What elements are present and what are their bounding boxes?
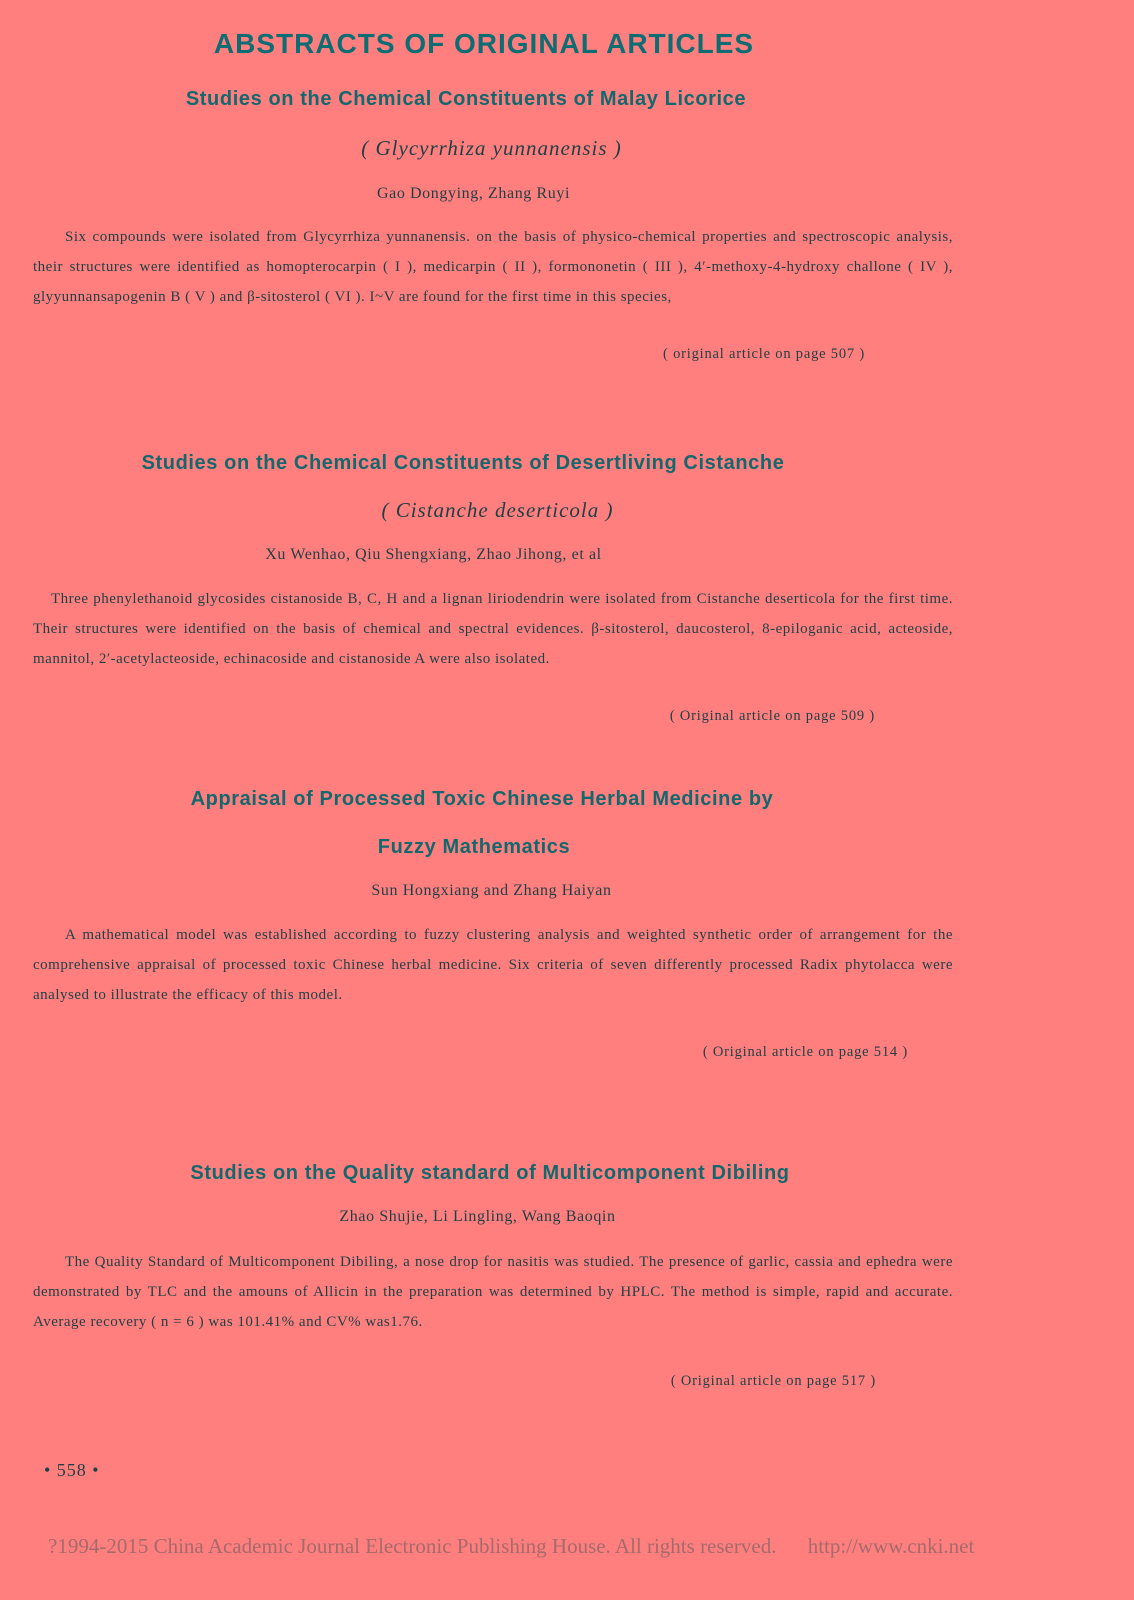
article-authors: Xu Wenhao, Qiu Shengxiang, Zhao Jihong, et al xyxy=(265,546,602,563)
article-abstract: The Quality Standard of Multicomponent Dibiling, a nose drop for nasitis was studied. The presence of garlic, cassia and ephedra were demonstrated by TLC and the amouns of Allicin in the preparation was determined by HPLC. The method is simple, rapid and accurate. Average recovery ( n = 6 ) was 101.41% and CV% was1.76. xyxy=(33,1254,953,1330)
article-title-line2: Fuzzy Mathematics xyxy=(377,836,571,858)
article-authors: Zhao Shujie, Li Lingling, Wang Baoqin xyxy=(339,1208,616,1225)
article-species: ( Cistanche deserticola ) xyxy=(381,498,614,522)
article-title: Studies on the Chemical Constituents of Desertliving Cistanche xyxy=(141,452,785,474)
article-reference: ( Original article on page 514 ) xyxy=(702,1044,908,1060)
article-abstract: A mathematical model was established according to fuzzy clustering analysis and weighted synthetic order of arrangement for the comprehensive appraisal of processed toxic Chinese herbal medicine. Six criteria of seven differently processed Radix phytolacca were analysed to illustrate the efficacy of this model. xyxy=(33,927,953,1003)
footer-copyright: ?1994-2015 China Academic Journal Electronic Publishing House. All rights reserved. xyxy=(48,1534,777,1558)
article-reference: ( Original article on page 517 ) xyxy=(670,1373,876,1389)
page-number: • 558 • xyxy=(44,1460,100,1480)
article-abstract: Six compounds were isolated from Glycyrrhiza yunnanensis. on the basis of physico-chemical properties and spectroscopic analysis, their structures were identified as homopterocarpin ( I ), medicarpin ( II ), formononetin ( III ), 4′-methoxy-4-hydroxy challone ( IV ), glyyunnansapogenin B ( V ) and β-sitosterol ( VI ). I~V are found for the first time in this species, xyxy=(33,229,953,305)
article-reference: ( Original article on page 509 ) xyxy=(669,708,875,724)
article-abstract: Three phenylethanoid glycosides cistanoside B, C, H and a lignan liriodendrin were isolated from Cistanche deserticola for the first time. Their structures were identified on the basis of chemical and spectral evidences. β-sitosterol, daucosterol, 8-epiloganic acid, acteoside, mannitol, 2′-acetylacteoside, echinacoside and cistanoside A were also isolated. xyxy=(33,591,953,667)
footer-url: http://www.cnki.net xyxy=(807,1534,975,1558)
article-reference: ( original article on page 507 ) xyxy=(663,346,865,362)
footer xyxy=(48,1534,1108,1559)
article-title-line1: Appraisal of Processed Toxic Chinese Herbal Medicine by xyxy=(190,788,774,810)
article-title: Studies on the Quality standard of Multicomponent Dibiling xyxy=(190,1162,790,1184)
article-authors: Sun Hongxiang and Zhang Haiyan xyxy=(371,882,612,899)
article-authors: Gao Dongying, Zhang Ruyi xyxy=(376,185,571,202)
page-heading: ABSTRACTS OF ORIGINAL ARTICLES xyxy=(213,28,755,59)
article-species: ( Glycyrrhiza yunnanensis ) xyxy=(361,136,622,160)
article-title: Studies on the Chemical Constituents of Malay Licorice xyxy=(185,88,747,110)
